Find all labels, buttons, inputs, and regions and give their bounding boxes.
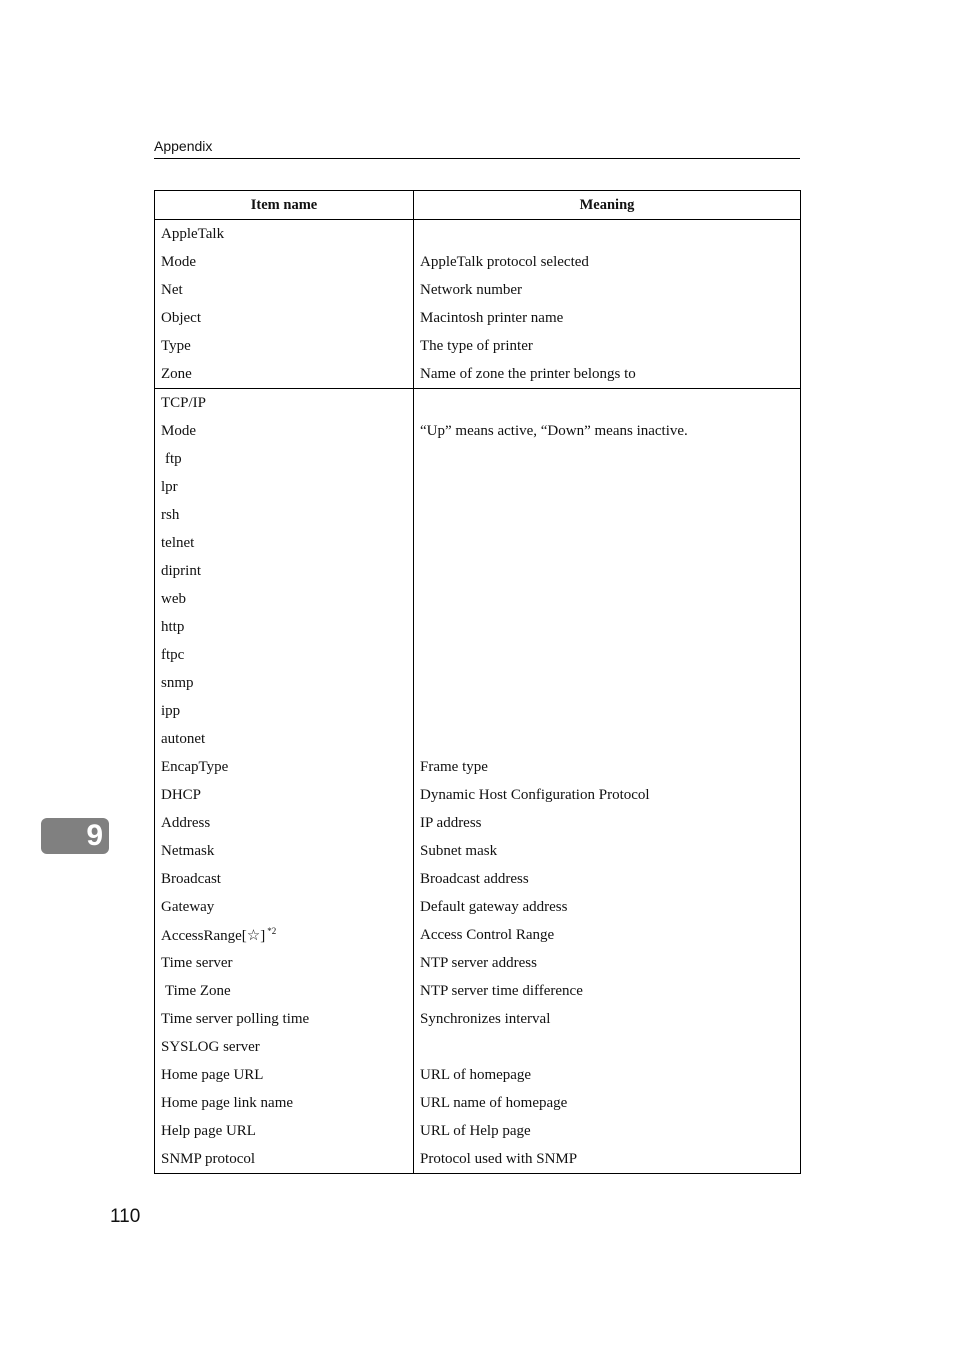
item-name-cell: Home page link name [155,1089,414,1117]
table-row [155,445,801,473]
access-range-label: AccessRange[☆] [161,927,266,944]
table-row [155,809,801,837]
meaning-cell [414,585,801,613]
item-name-cell: http [155,613,414,641]
spec-table-container [154,190,800,1174]
item-name-cell: ftp [155,445,414,473]
table-row [155,949,801,977]
item-name-cell: Time server polling time [155,1005,414,1033]
table-row [155,389,801,418]
table-row [155,276,801,304]
table-row [155,332,801,360]
item-name-cell: Help page URL [155,1117,414,1145]
column-header-item-name: Item name [155,191,414,220]
item-name-cell: web [155,585,414,613]
meaning-cell: Name of zone the printer belongs to [414,360,801,389]
item-name-cell: autonet [155,725,414,753]
item-name-cell: lpr [155,473,414,501]
chapter-number: 9 [86,819,103,852]
item-name-cell: Home page URL [155,1061,414,1089]
table-row [155,360,801,389]
item-name-cell: Net [155,276,414,304]
table-row [155,220,801,249]
item-name-cell: diprint [155,557,414,585]
meaning-cell: Dynamic Host Configuration Protocol [414,781,801,809]
item-name-cell: snmp [155,669,414,697]
meaning-cell: Macintosh printer name [414,304,801,332]
meaning-cell [414,641,801,669]
chapter-tab [41,818,109,854]
meaning-cell [414,1033,801,1061]
table-row [155,1089,801,1117]
table-row [155,1033,801,1061]
table-row [155,753,801,781]
table-row [155,893,801,921]
meaning-cell: URL of homepage [414,1061,801,1089]
table-row [155,865,801,893]
meaning-cell [414,220,801,249]
item-meaning-table [154,190,801,1174]
running-header: Appendix [154,138,213,154]
item-name-cell: DHCP [155,781,414,809]
item-name-cell: Zone [155,360,414,389]
meaning-cell: IP address [414,809,801,837]
item-name-cell: EncapType [155,753,414,781]
meaning-cell [414,529,801,557]
table-row [155,669,801,697]
table-row [155,529,801,557]
item-name-cell: SNMP protocol [155,1145,414,1174]
table-row [155,837,801,865]
item-name-cell: Time server [155,949,414,977]
item-name-cell: Broadcast [155,865,414,893]
table-row [155,248,801,276]
table-row [155,417,801,445]
table-row [155,304,801,332]
page-number: 110 [110,1206,141,1227]
table-row [155,557,801,585]
item-name-cell: SYSLOG server [155,1033,414,1061]
item-name-cell: ftpc [155,641,414,669]
item-name-cell: Mode [155,417,414,445]
table-row [155,641,801,669]
item-name-cell: rsh [155,501,414,529]
meaning-cell: Broadcast address [414,865,801,893]
item-name-cell: Object [155,304,414,332]
meaning-cell: Frame type [414,753,801,781]
table-row [155,781,801,809]
table-row [155,921,801,949]
table-row [155,697,801,725]
meaning-cell: Subnet mask [414,837,801,865]
item-name-cell: TCP/IP [155,389,414,418]
meaning-cell: NTP server address [414,949,801,977]
meaning-cell [414,697,801,725]
item-name-cell [155,921,414,949]
header-rule [154,158,800,159]
table-row [155,473,801,501]
item-name-cell: Mode [155,248,414,276]
meaning-cell: URL of Help page [414,1117,801,1145]
meaning-cell: The type of printer [414,332,801,360]
meaning-cell [414,389,801,418]
meaning-cell [414,669,801,697]
meaning-cell [414,725,801,753]
table-row [155,585,801,613]
meaning-cell [414,613,801,641]
meaning-cell: Network number [414,276,801,304]
meaning-cell [414,445,801,473]
item-name-cell: telnet [155,529,414,557]
item-name-cell: Type [155,332,414,360]
meaning-cell [414,557,801,585]
meaning-cell: AppleTalk protocol selected [414,248,801,276]
meaning-cell: Synchronizes interval [414,1005,801,1033]
table-row [155,1061,801,1089]
table-row [155,1117,801,1145]
table-row [155,613,801,641]
item-name-cell: Netmask [155,837,414,865]
item-name-cell: Time Zone [155,977,414,1005]
footnote-marker: *2 [267,925,277,936]
item-name-cell: Address [155,809,414,837]
meaning-cell [414,501,801,529]
item-name-cell: AppleTalk [155,220,414,249]
table-row [155,725,801,753]
meaning-cell: Access Control Range [414,921,801,949]
meaning-cell: URL name of homepage [414,1089,801,1117]
meaning-cell [414,473,801,501]
meaning-cell: Default gateway address [414,893,801,921]
table-row [155,501,801,529]
item-name-cell: Gateway [155,893,414,921]
table-row [155,977,801,1005]
table-header-row [155,191,801,220]
meaning-cell: Protocol used with SNMP [414,1145,801,1174]
table-row [155,1145,801,1174]
meaning-cell: “Up” means active, “Down” means inactive. [414,417,801,445]
item-name-cell: ipp [155,697,414,725]
table-row [155,1005,801,1033]
meaning-cell: NTP server time difference [414,977,801,1005]
column-header-meaning: Meaning [414,191,801,220]
